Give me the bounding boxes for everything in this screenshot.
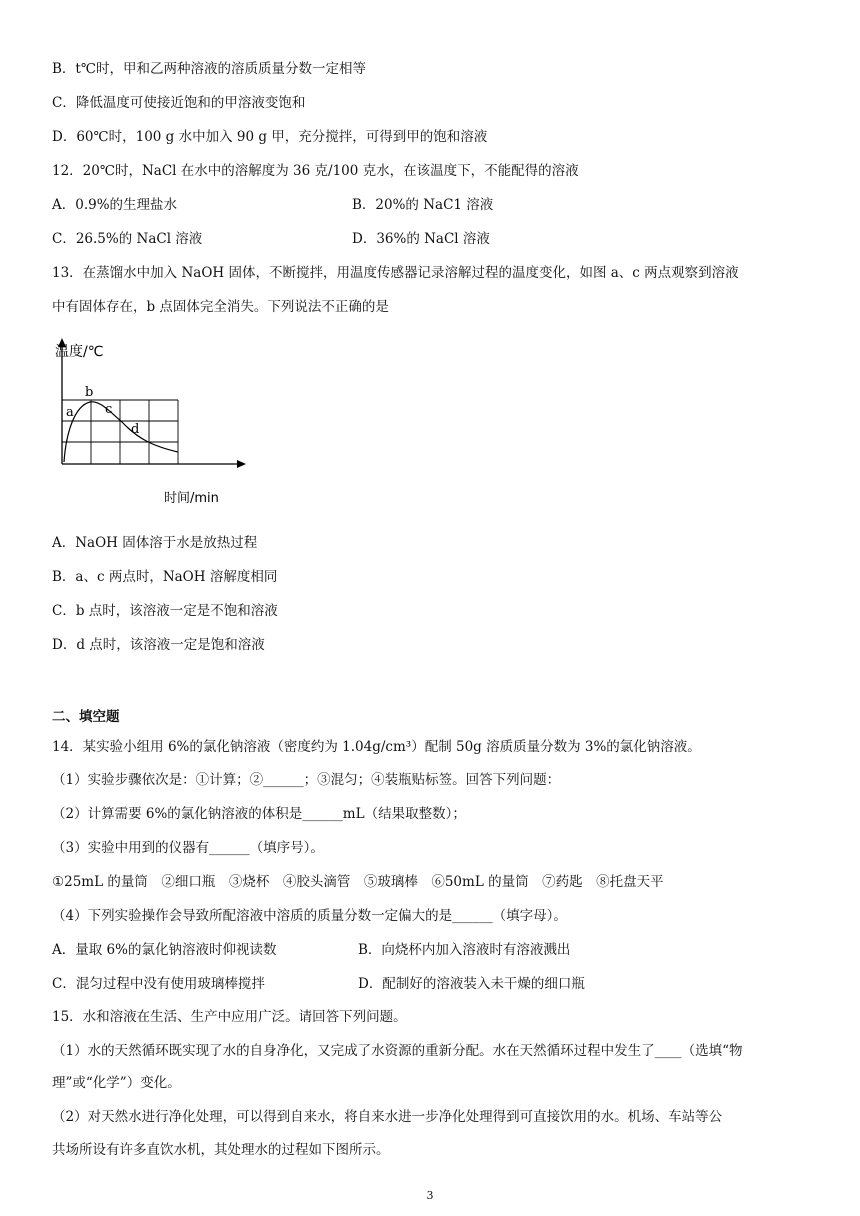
q11-option-d: D．60℃时，100 g 水中加入 90 g 甲，充分搅拌，可得到甲的饱和溶液 (52, 129, 488, 145)
q12-option-a: A．0.9%的生理盐水 (52, 197, 178, 213)
q12-option-c: C．26.5%的 NaCl 溶液 (52, 231, 203, 247)
q12-option-d: D．36%的 NaCl 溶液 (352, 231, 490, 247)
q15-part1-line2: 理”或“化学”）变化。 (52, 1075, 181, 1091)
point-c-label: c (105, 402, 113, 417)
q13-stem-line1: 13．在蒸馏水中加入 NaOH 固体，不断搅拌，用温度传感器记录溶解过程的温度变化，如图 a、c 两点观察到溶液 (52, 265, 739, 281)
y-axis-label: 温度/℃ (55, 344, 104, 360)
point-a-label: a (66, 405, 74, 420)
q15-part2-line1: （2）对天然水进行净化处理，可以得到自来水，将自来水进一步净化处理得到可直接饮用的水。机场、车站等公 (52, 1109, 723, 1125)
q13-stem-line2: 中有固体存在，b 点固体完全消失。下列说法不正确的是 (52, 299, 389, 315)
q14-part3: （3）实验中用到的仪器有______（填序号）。 (52, 840, 324, 856)
q12-stem: 12．20℃时，NaCl 在水中的溶解度为 36 克/100 克水，在该温度下，不能配得的溶液 (52, 163, 579, 179)
q14-part1: （1）实验步骤依次是：①计算；②______；③混匀；④装瓶贴标签。回答下列问题： (52, 772, 561, 788)
q13-option-d: D．d 点时，该溶液一定是饱和溶液 (52, 637, 265, 653)
q14-part2: （2）计算需要 6%的氯化钠溶液的体积是______mL（结果取整数）； (52, 806, 466, 822)
point-d-label: d (131, 422, 140, 437)
page-number: 3 (426, 1189, 434, 1202)
q13-option-c: C．b 点时，该溶液一定是不饱和溶液 (52, 603, 278, 619)
q14-part4: （4）下列实验操作会导致所配溶液中溶质的质量分数一定偏大的是______（填字母）。 (52, 908, 567, 924)
temperature-time-graph (52, 334, 252, 510)
q15-part2-line2: 共场所设有许多直饮水机，其处理水的过程如下图所示。 (52, 1142, 390, 1158)
q12-option-b: B．20%的 NaC1 溶液 (352, 197, 494, 213)
q14-instruments: ①25mL 的量筒 ②细口瓶 ③烧杯 ④胶头滴管 ⑤玻璃棒 ⑥50mL 的量筒 ⑦药匙 ⑧托盘天平 (52, 874, 664, 890)
section-heading: 二、填空题 (52, 709, 120, 725)
point-b-label: b (85, 385, 94, 400)
q14-option-b: B．向烧杯内加入溶液时有溶液溅出 (358, 942, 571, 958)
q13-option-b: B．a、c 两点时，NaOH 溶解度相同 (52, 569, 278, 585)
q14-option-c: C．混匀过程中没有使用玻璃棒搅拌 (52, 976, 265, 992)
q13-option-a: A．NaOH 固体溶于水是放热过程 (52, 535, 258, 551)
q11-option-c: C．降低温度可使接近饱和的甲溶液变饱和 (52, 95, 306, 111)
x-axis-label: 时间/min (164, 491, 219, 506)
q14-stem: 14．某实验小组用 6%的氯化钠溶液（密度约为 1.04g/cm³）配制 50g 溶质质量分数为 3%的氯化钠溶液。 (52, 739, 701, 755)
q15-stem: 15．水和溶液在生活、生产中应用广泛。请回答下列问题。 (52, 1009, 407, 1025)
q15-part1-line1: （1）水的天然循环既实现了水的自身净化，又完成了水资源的重新分配。水在天然循环过程中发生了____（选填“物 (52, 1043, 743, 1059)
q11-option-b: B．t℃时，甲和乙两种溶液的溶质质量分数一定相等 (52, 61, 366, 77)
q14-option-a: A．量取 6%的氯化钠溶液时仰视读数 (52, 942, 277, 958)
q14-option-d: D．配制好的溶液装入未干燥的细口瓶 (358, 976, 585, 992)
